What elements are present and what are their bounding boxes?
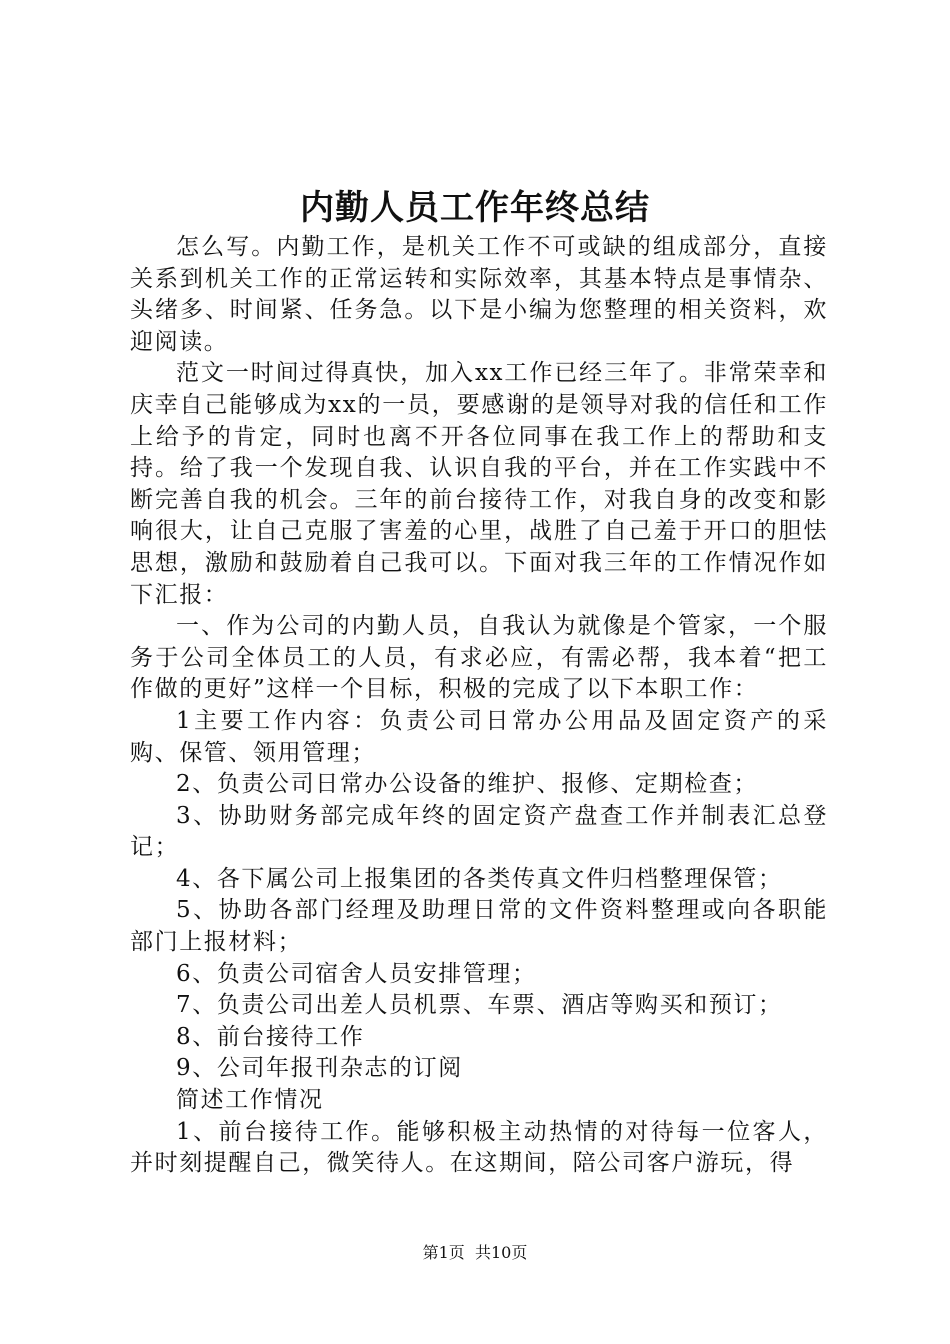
paragraph-intro: 怎么写。内勤工作，是机关工作不可或缺的组成部分，直接关系到机关工作的正常运转和实际效率，其基本特点是事情杂、头绪多、时间紧、任务急。以下是小编为您整理的相关资料，欢迎阅读。 bbox=[130, 234, 828, 355]
list-item-duty-2: 2、负责公司日常办公设备的维护、报修、定期检查； bbox=[176, 771, 759, 798]
list-item-duty-4: 4、各下属公司上报集团的各类传真文件归档整理保管； bbox=[176, 865, 783, 892]
document-title: 内勤人员工作年终总结 bbox=[300, 188, 650, 228]
page-total: 共10页 bbox=[474, 1243, 528, 1262]
document-body bbox=[130, 232, 828, 1180]
paragraph-section-one: 一、作为公司的内勤人员，自我认为就像是个管家，一个服务于公司全体员工的人员，有求必应，有需必帮，我本着“把工作做的更好”这样一个目标，积极的完成了以下本职工作： bbox=[130, 613, 828, 703]
list-item-duty-7: 7、负责公司出差人员机票、车票、酒店等购买和预订； bbox=[176, 992, 783, 1019]
page-number: 第1页 bbox=[422, 1243, 465, 1262]
list-item-duty-9: 9、公司年报刊杂志的订阅 bbox=[176, 1055, 463, 1082]
list-item-duty-3: 3、协助财务部完成年终的固定资产盘查工作并制表汇总登记； bbox=[130, 802, 828, 861]
paragraph-sample-one: 范文一时间过得真快，加入xx工作已经三年了。非常荣幸和庆幸自己能够成为xx的一员，要感谢的是领导对我的信任和工作上给予的肯定，同时也离不开各位同事在我工作上的帮助和支持。给了我一个发现自我、认识自我的平台，并在工作实践中不断完善自我的机会。三年的前台接待工作，对我自身的改变和影响很大，让自己克服了害羞的心里，战胜了自己羞于开口的胆怯思想，激励和鼓励着自己我可以。下面对我三年的工作情况作如下汇报： bbox=[130, 360, 828, 608]
list-item-duty-5: 5、协助各部门经理及助理日常的文件资料整理或向各职能部门上报材料； bbox=[130, 897, 828, 956]
section-heading-summary: 简述工作情况 bbox=[176, 1087, 324, 1114]
list-item-duty-8: 8、前台接待工作 bbox=[176, 1023, 365, 1050]
paragraph-reception: 1、前台接待工作。能够积极主动热情的对待每一位客人，并时刻提醒自己，微笑待人。在这期间，陪公司客户游玩，得 bbox=[130, 1118, 828, 1177]
list-item-duty-6: 6、负责公司宿舍人员安排管理； bbox=[176, 960, 537, 987]
page-footer bbox=[0, 1241, 950, 1265]
list-item-duty-1: 1主要工作内容：负责公司日常办公用品及固定资产的采购、保管、领用管理； bbox=[130, 707, 828, 766]
